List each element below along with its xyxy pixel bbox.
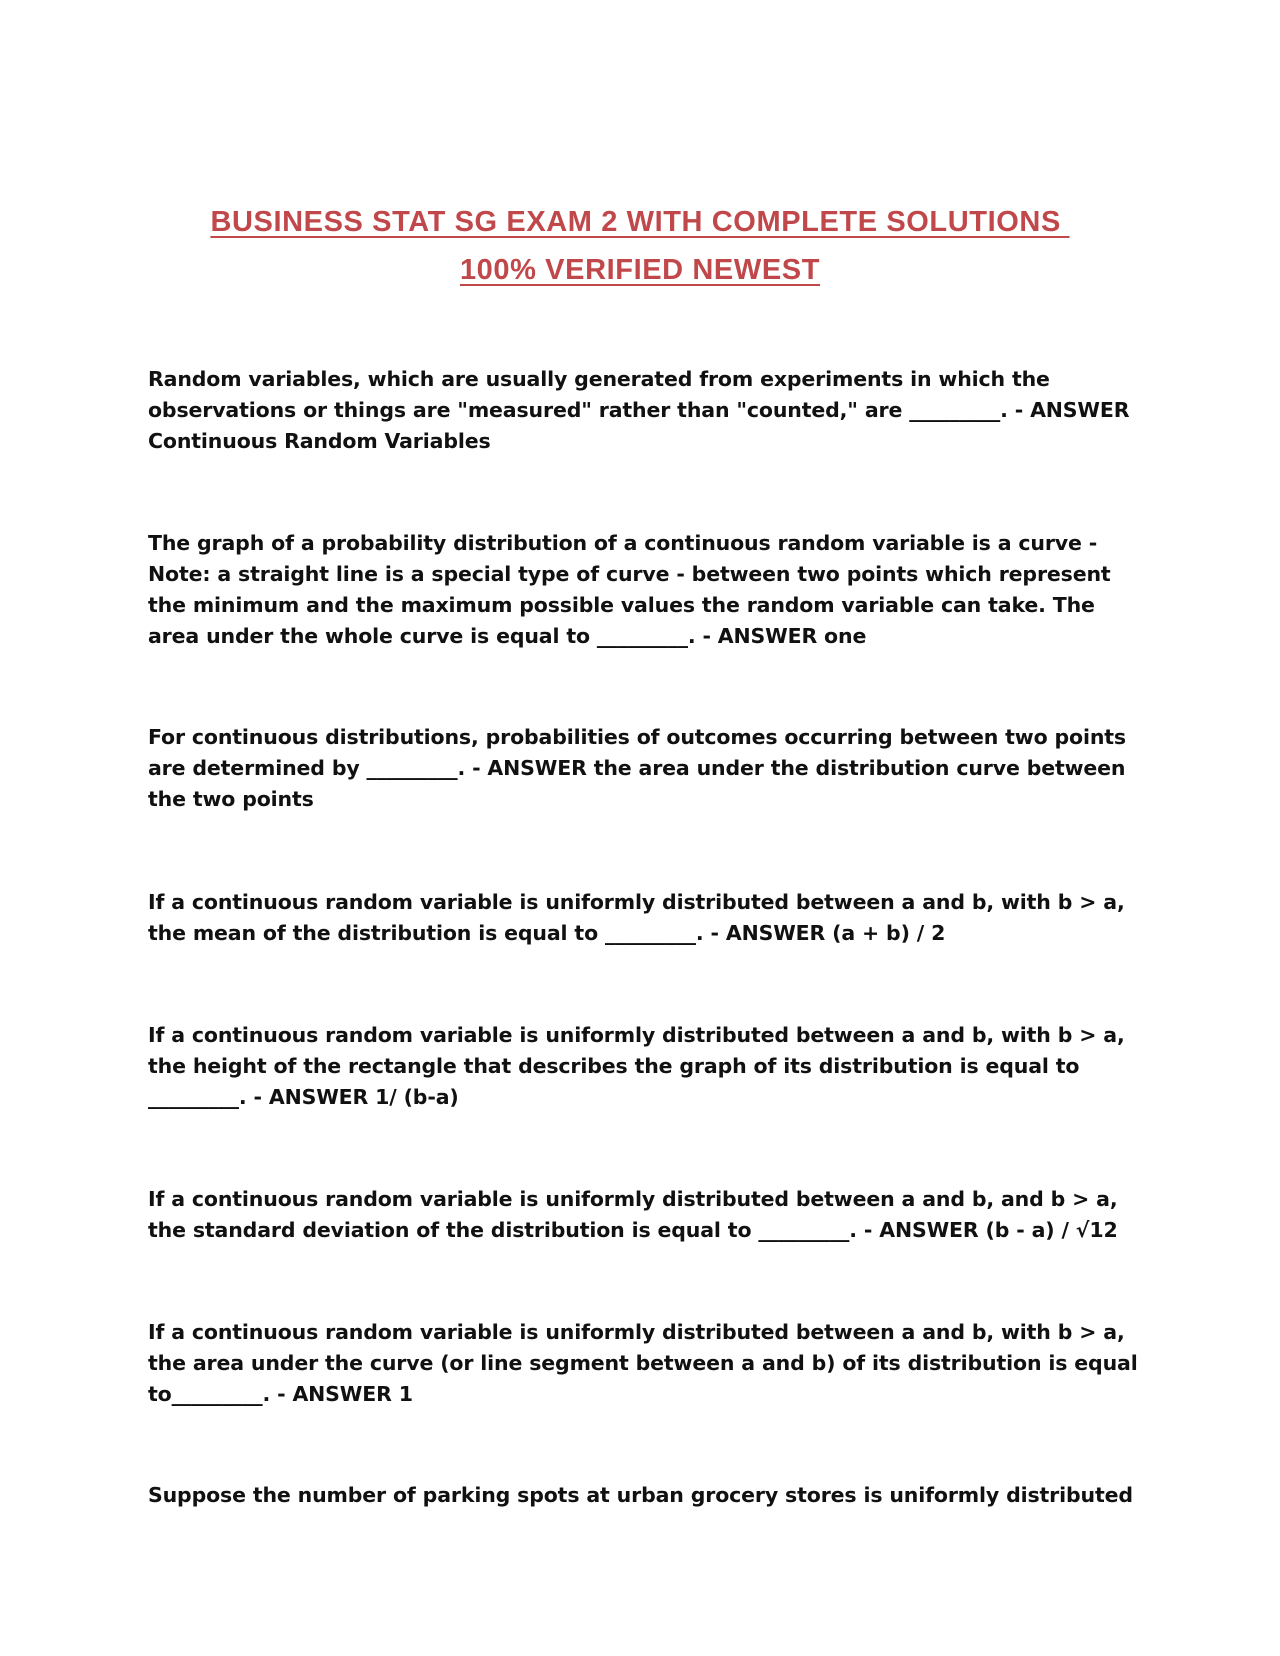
answer-text: - ANSWER the area under the distribution curve between the two points	[148, 756, 1126, 811]
qa-item-8	[148, 1480, 1138, 1511]
question-text: The graph of a probability distribution of a continuous random variable is a curve - Note: a straight line is a special type of curve - between two points which represent the minimum and the maximum possible values the random variable can take. The area under the whole curve is equal to _________.	[148, 531, 1111, 648]
question-text: For continuous distributions, probabilities of outcomes occurring between two points are determined by _________.	[148, 725, 1126, 780]
question-text: Random variables, which are usually generated from experiments in which the observations or things are "measured" rather than "counted," are _________.	[148, 367, 1050, 422]
answer-text: - ANSWER Continuous Random Variables	[148, 398, 1130, 453]
document-title-line-2: 100% VERIFIED NEWEST	[459, 254, 821, 286]
question-text: If a continuous random variable is uniformly distributed between a and b, and b > a, the standard deviation of the distribution is equal to _________.	[148, 1187, 1118, 1242]
answer-text: - ANSWER one	[695, 624, 867, 648]
qa-item-5	[148, 1020, 1138, 1113]
qa-item-3	[148, 722, 1138, 815]
question-text: If a continuous random variable is uniformly distributed between a and b, with b > a, the area under the curve (or line segment between a and b) of its distribution is equal to_________.	[148, 1320, 1138, 1406]
question-text: If a continuous random variable is uniformly distributed between a and b, with b > a, the mean of the distribution is equal to _________.	[148, 890, 1125, 945]
qa-item-4	[148, 887, 1138, 949]
question-text: Suppose the number of parking spots at urban grocery stores is uniformly distributed	[148, 1483, 1133, 1507]
qa-item-7	[148, 1317, 1138, 1410]
answer-text: - ANSWER (a + b) / 2	[703, 921, 946, 945]
qa-item-6	[148, 1184, 1138, 1246]
answer-text: - ANSWER (b - a) / √12	[856, 1218, 1118, 1242]
qa-item-2	[148, 528, 1138, 652]
question-text: If a continuous random variable is uniformly distributed between a and b, with b > a, the height of the rectangle that describes the graph of its distribution is equal to _________.	[148, 1023, 1125, 1109]
document-title-line-1: BUSINESS STAT SG EXAM 2 WITH COMPLETE SOLUTIONS	[210, 206, 1070, 238]
answer-text: - ANSWER 1	[270, 1382, 413, 1406]
qa-item-1	[148, 364, 1138, 457]
answer-text: - ANSWER 1/ (b-a)	[246, 1085, 459, 1109]
